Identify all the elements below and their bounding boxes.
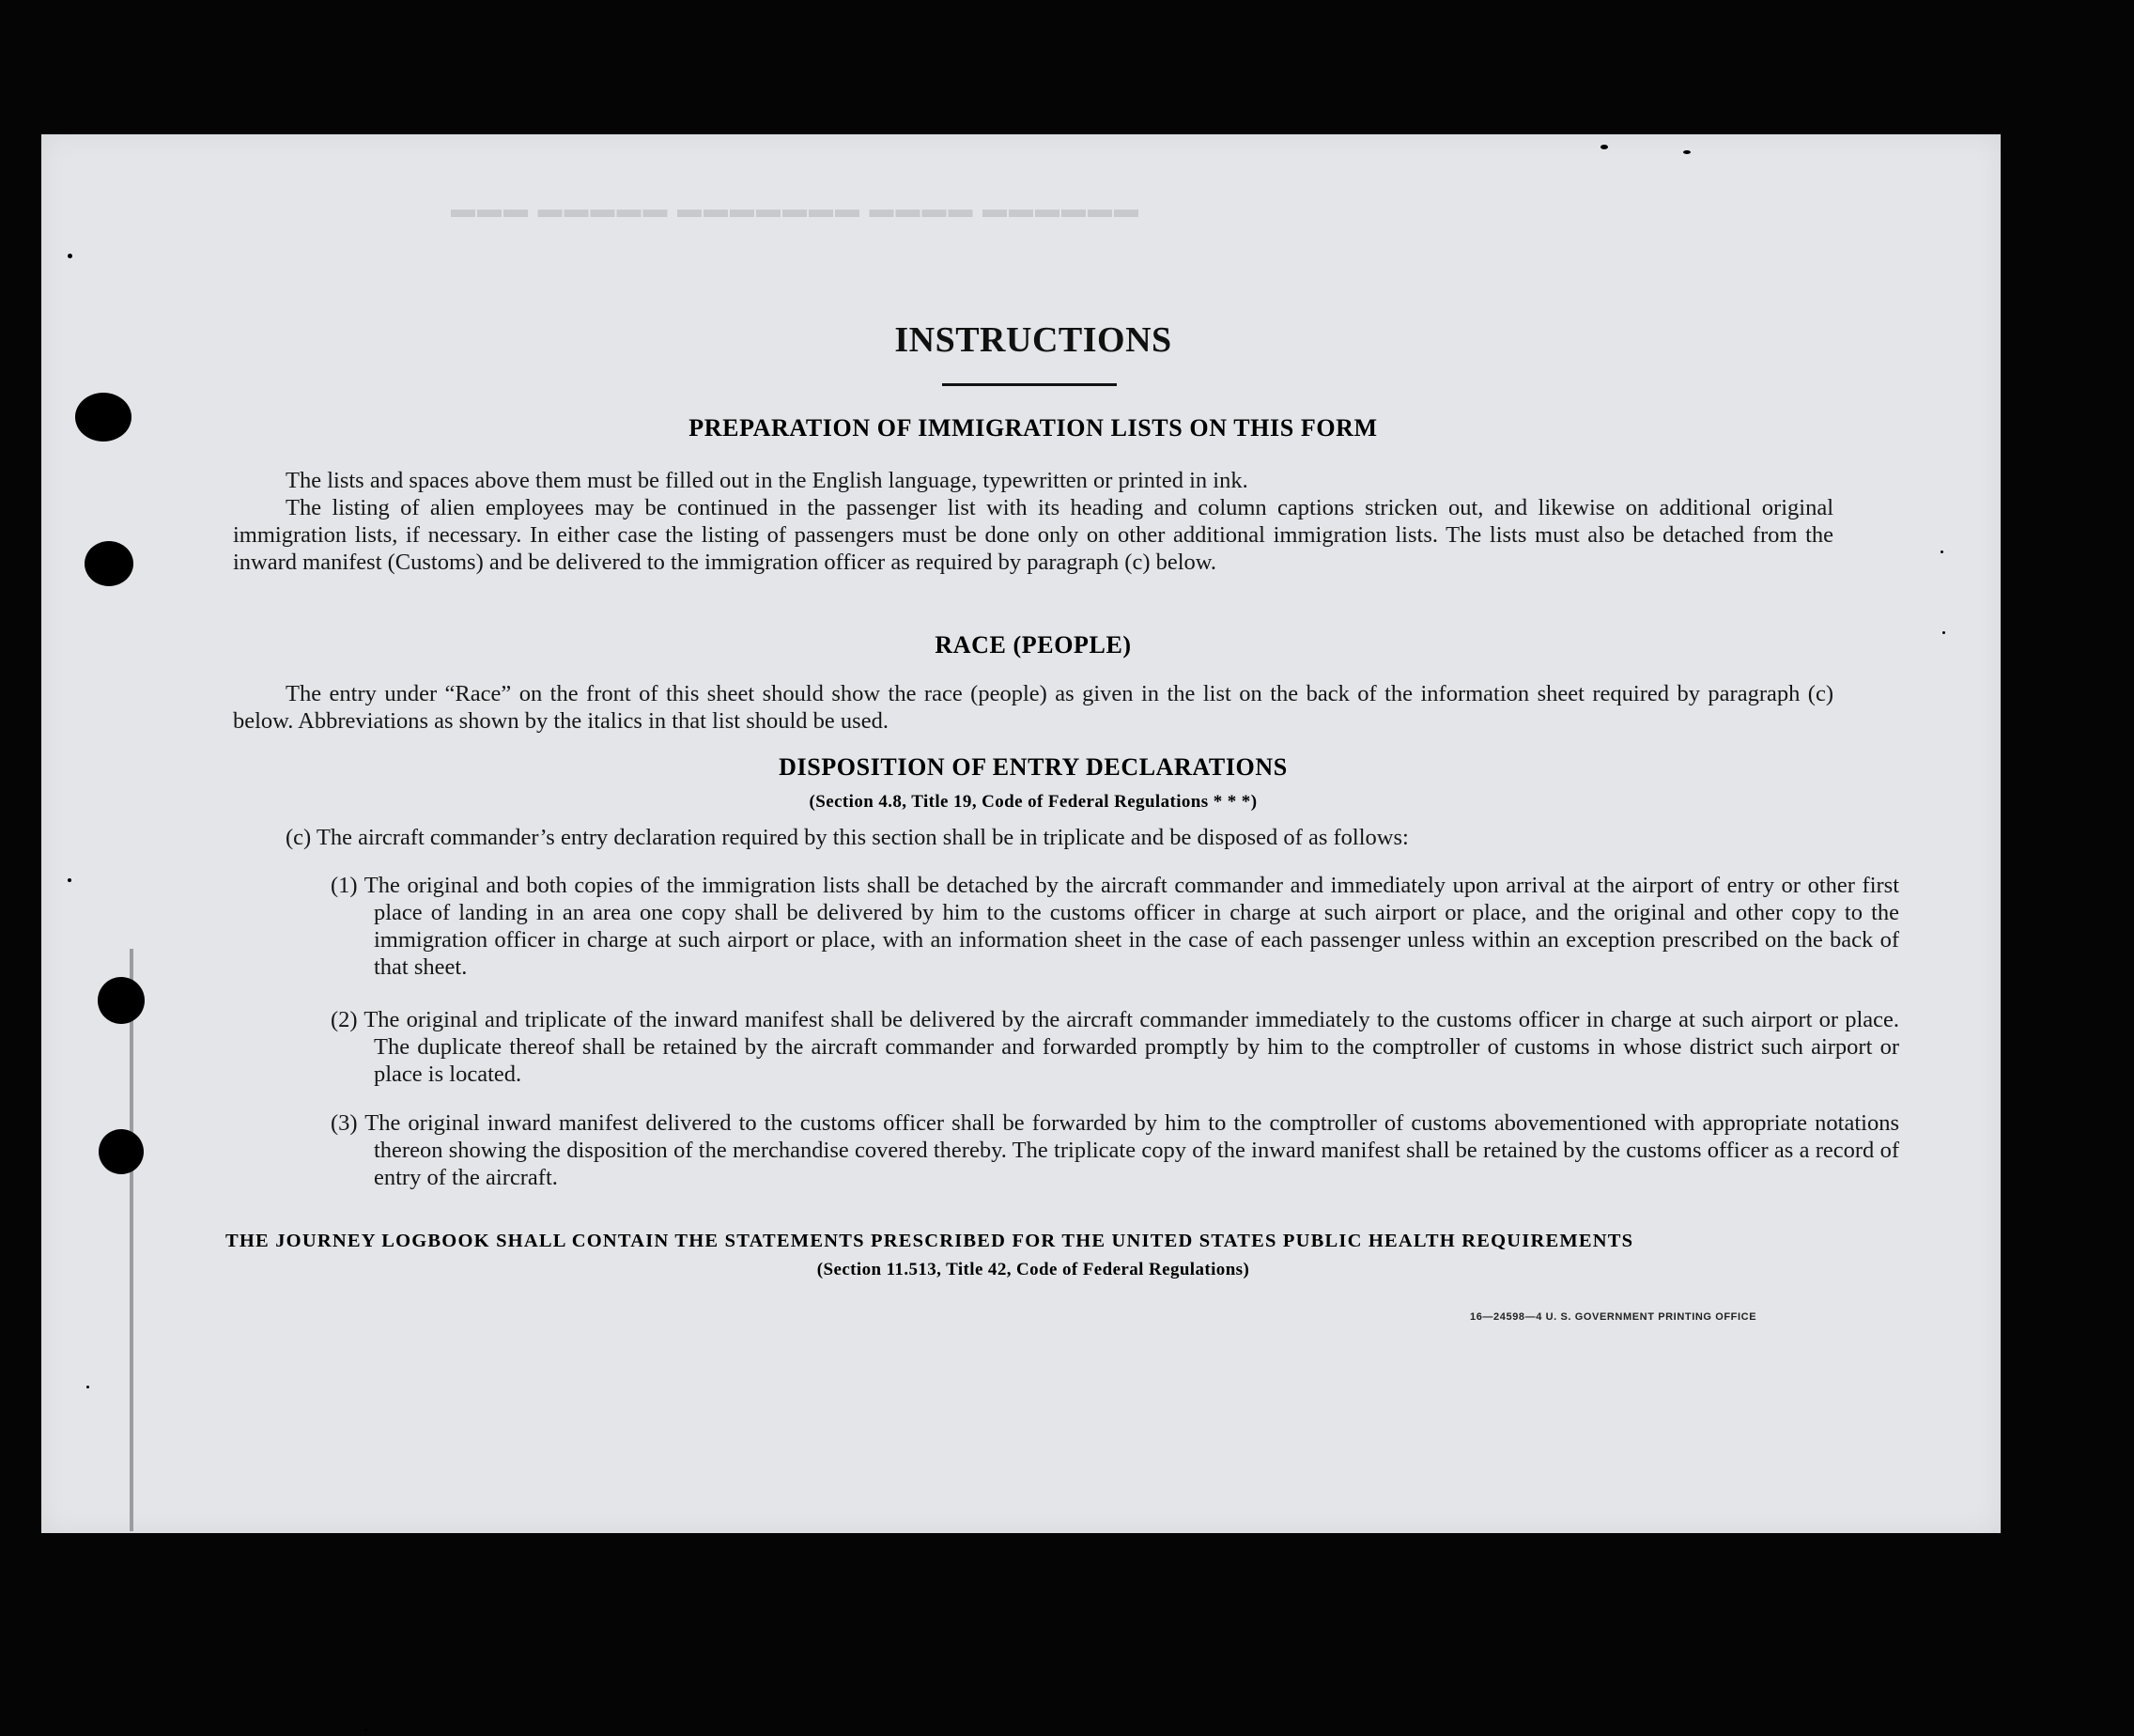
disposition-intro-text: (c) The aircraft commander’s entry declaration required by this section shall be in triplicate and be disposed of as follows: [286,825,1409,850]
speck [1600,145,1608,149]
public-health-statement: THE JOURNEY LOGBOOK SHALL CONTAIN THE STATEMENTS PRESCRIBED FOR THE UNITED STATES PUBLIC HEALTH REQUIREMENTS [225,1231,1634,1251]
speck [1683,150,1691,154]
disposition-intro [233,824,1833,851]
section-preparation-body [233,467,1833,576]
disposition-item-3: (3) The original inward manifest delivered to the customs officer shall be forwarded by him to the comptroller of customs abovementioned with appropriate notations thereon showing the disposition of the merchandise covered thereby. The triplicate copy of the inward manifest shall be retained by the customs officer as a record of entry of the aircraft. [331,1110,1899,1190]
punch-hole-4 [99,1129,144,1174]
disposition-citation: (Section 4.8, Title 19, Code of Federal Regulations * * *) [809,792,1258,812]
race-paragraph: The entry under “Race” on the front of this sheet should show the race (people) as given in the list on the back of the information sheet required by paragraph (c) below. Abbreviations as shown by the italics in that list should be used. [233,681,1833,734]
preparation-paragraph-2: The listing of alien employees may be continued in the passenger list with its heading and column captions stricken out, and likewise on additional original immigration lists, if necessary. In either case the listing of passengers must be done only on other additional immigration lists. The lists must also be detached from the inward manifest (Customs) and be delivered to the immigration officer as required by paragraph (c) below. [233,495,1833,575]
speck [1941,550,1943,553]
bleed-through-marks: ▬▬▬ ▬▬▬▬▬ ▬▬▬▬▬▬▬ ▬▬▬▬ ▬▬▬▬▬▬ [451,195,1140,223]
public-health-citation: (Section 11.513, Title 42, Code of Federal Regulations) [816,1260,1250,1279]
speck [364,1728,367,1731]
sheet-fold-edge [130,949,133,1531]
heading-disposition: DISPOSITION OF ENTRY DECLARATIONS [779,753,1288,781]
punch-hole-2 [85,541,133,586]
title-underline [942,383,1117,386]
heading-race: RACE (PEOPLE) [935,631,1132,659]
page-title: INSTRUCTIONS [894,320,1172,360]
speck [68,878,71,882]
preparation-paragraph-1: The lists and spaces above them must be filled out in the English language, typewritten or printed in ink. [286,468,1248,493]
disposition-item-2: (2) The original and triplicate of the inward manifest shall be delivered by the aircraft commander immediately to the customs officer in charge at such airport or place. The duplicate thereof shall be retained by the aircraft commander and forwarded promptly by him to the comptroller of customs in whose district such airport or place is located. [331,1007,1899,1087]
speck [86,1386,89,1388]
heading-preparation: PREPARATION OF IMMIGRATION LISTS ON THIS FORM [688,414,1378,442]
disposition-item-1: (1) The original and both copies of the immigration lists shall be detached by the aircraft commander and immediately upon arrival at the airport of entry or other first place of landing in an area one copy shall be delivered by him to the customs officer in charge at such airport or place, and the original and other copy to the immigration officer in charge at such airport or place, with an information sheet in the case of each passenger unless within an exception prescribed on the back of that sheet. [331,873,1899,980]
printing-office-code: 16—24598—4 U. S. GOVERNMENT PRINTING OFFICE [1470,1311,1757,1323]
punch-hole-3 [98,977,145,1024]
section-race-body [233,680,1833,735]
speck [68,254,72,258]
